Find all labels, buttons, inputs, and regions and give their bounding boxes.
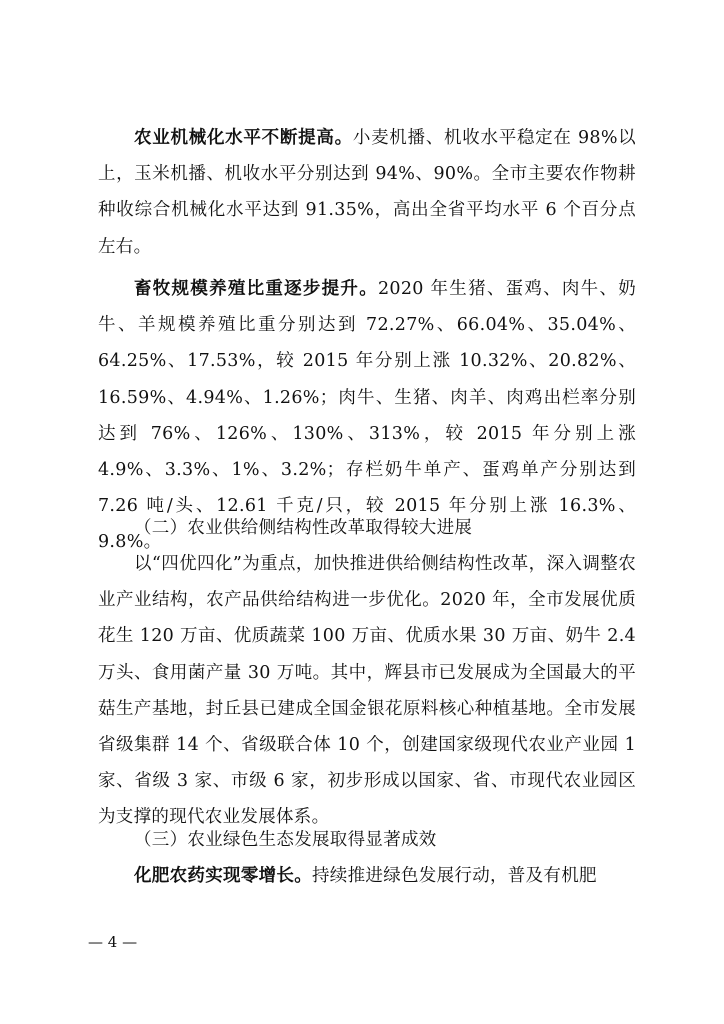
paragraph-body: 以“四优四化”为重点，加快推进供给侧结构性改革，深入调整农业产业结构，农产品供给结构进一步优化。2020 年，全市发展优质花生 120 万亩、优质蔬菜 100 万亩、优质水果 30 万亩、奶牛 2.4 万头、食用菌产量 30 万吨。其中，辉县市已发展成为全国最大的平菇生产基地，封丘县已建成全国金银花原料核心种植基地。全市发展省级集群 14 个、省级联合体 10 个，创建国家级现代农业产业园 1 家、省级 3 家、市级 6 家，初步形成以国家、省、市现代农业园区为支撑的现代农业发展体系。 (98, 554, 636, 828)
section-heading-2: （二）农业供给侧结构性改革取得较大进展 (134, 518, 473, 538)
paragraph-lead: 农业机械化水平不断提高。 (134, 128, 353, 148)
paragraph-fertilizer (98, 858, 636, 894)
paragraph-lead: 畜牧规模养殖比重逐步提升。 (134, 279, 378, 299)
paragraph-body: 小麦机播、机收水平稳定在 98%以上，玉米机播、机收水平分别达到 94%、90%。全市主要农作物耕种收综合机械化水平达到 91.35%，高出全省平均水平 6 个百分点左右。 (98, 128, 636, 257)
paragraph-lead: 化肥农药实现零增长。 (134, 866, 312, 886)
paragraph-body: 2020 年生猪、蛋鸡、肉牛、奶牛、羊规模养殖比重分别达到 72.27%、66.04%、35.04%、64.25%、17.53%，较 2015 年分别上涨 10.32%、20.82%、16.59%、4.94%、1.26%；肉牛、生猪、肉羊、肉鸡出栏率分别达到 76%、126%、130%、313%，较 2015 年分别上涨 4.9%、3.3%、1%、3.2%；存栏奶牛单产、蛋鸡单产分别达到 7.26 吨/头、12.61 千克/只，较 2015 年分别上涨 16.3%、9.8%。 (98, 279, 636, 553)
paragraph-supply-reform (98, 546, 636, 836)
section-heading-3: （三）农业绿色生态发展取得显著成效 (134, 830, 437, 850)
paragraph-body: 持续推进绿色发展行动，普及有机肥 (312, 866, 597, 886)
page-number: — 4 — (88, 933, 138, 951)
paragraph-mechanization (98, 120, 636, 265)
